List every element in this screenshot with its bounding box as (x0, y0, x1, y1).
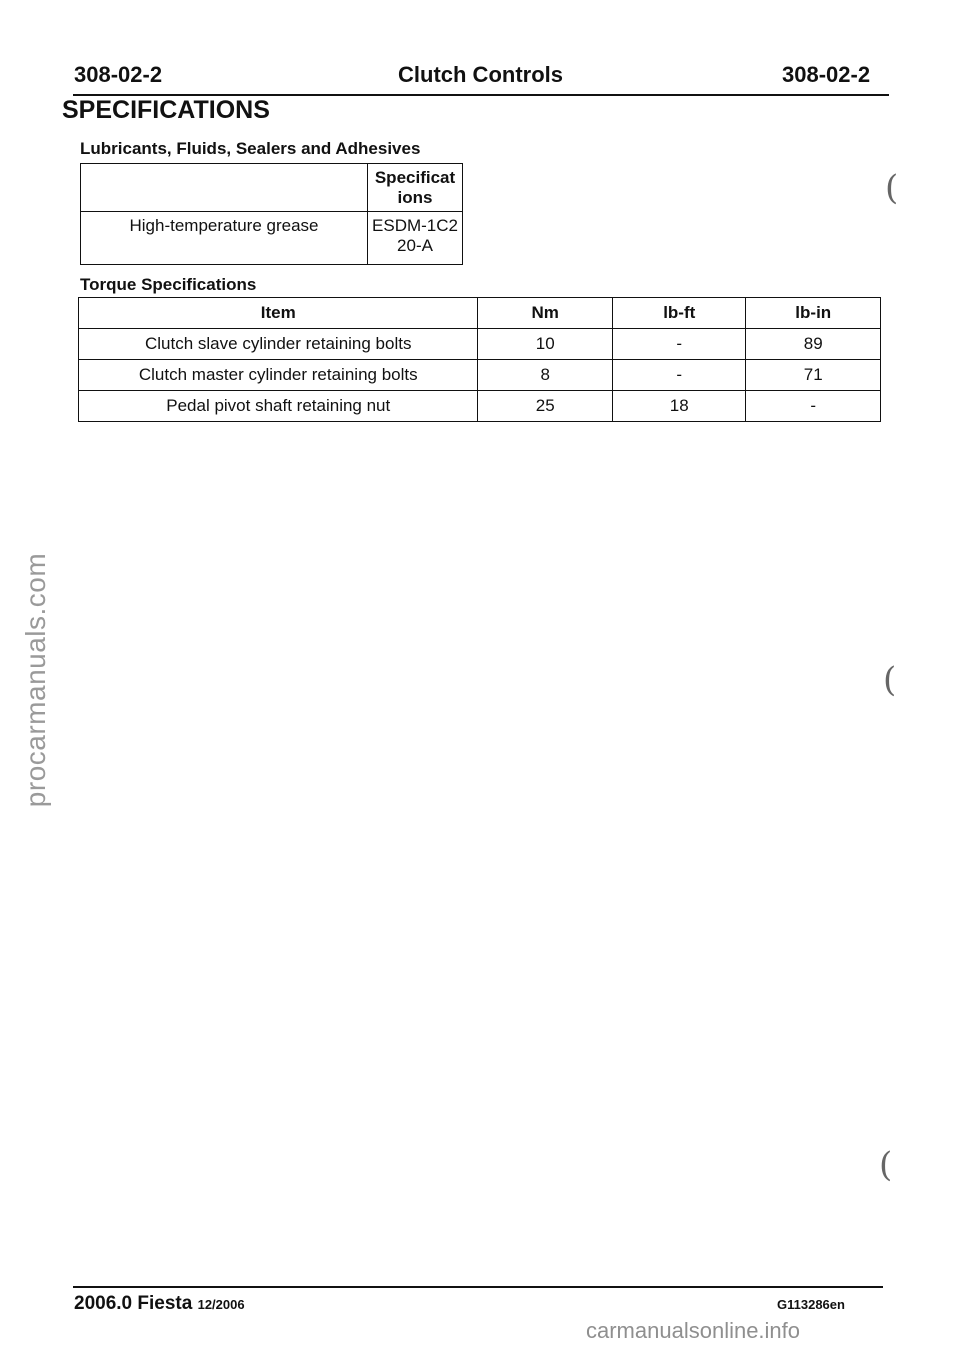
table-row (79, 391, 881, 422)
footer-rule (73, 1286, 883, 1288)
col-header-nm: Nm (478, 298, 613, 329)
cell-nm: 10 (478, 329, 613, 360)
cell-lbin: - (746, 391, 881, 422)
torque-heading: Torque Specifications (80, 275, 257, 294)
lubricants-heading: Lubricants, Fluids, Sealers and Adhesives (80, 139, 421, 158)
col-header-lbin: lb-in (746, 298, 881, 329)
footer-code: G113286en (777, 1297, 845, 1312)
cell-lbft: 18 (613, 391, 746, 422)
header-right-code: 308-02-2 (782, 62, 871, 87)
table-header-row (79, 298, 881, 329)
footer-model (74, 1293, 245, 1315)
header-left-code: 308-02-2 (74, 62, 163, 87)
cell-lbft: - (613, 329, 746, 360)
section-title: SPECIFICATIONS (62, 96, 270, 124)
table-row (79, 329, 881, 360)
footer-date: 12/2006 (197, 1297, 245, 1312)
cell-item: Clutch master cylinder retaining bolts (79, 360, 478, 391)
cell-lbin: 89 (746, 329, 881, 360)
cell-nm: 25 (478, 391, 613, 422)
lubricant-item: High-temperature grease (81, 212, 368, 265)
table-row (79, 360, 881, 391)
lubricants-header-empty (81, 164, 368, 212)
torque-table (78, 297, 881, 422)
table-row (81, 212, 463, 265)
cell-item: Clutch slave cylinder retaining bolts (79, 329, 478, 360)
footer-model-name: 2006.0 Fiesta (74, 1293, 193, 1314)
cell-lbft: - (613, 360, 746, 391)
cell-item: Pedal pivot shaft retaining nut (79, 391, 478, 422)
binder-hole-icon: ( (879, 1145, 893, 1185)
cell-lbin: 71 (746, 360, 881, 391)
col-header-item: Item (79, 298, 478, 329)
side-watermark: procarmanuals.com (20, 552, 51, 808)
cell-nm: 8 (478, 360, 613, 391)
binder-hole-icon: ( (883, 660, 897, 700)
bottom-watermark: carmanualsonline.info (586, 1318, 801, 1343)
binder-hole-icon: ( (885, 168, 899, 208)
col-header-lbft: lb-ft (613, 298, 746, 329)
header-title: Clutch Controls (398, 62, 563, 87)
lubricants-table (80, 163, 463, 265)
lubricants-col-header: Specificat ions (368, 164, 463, 212)
lubricant-spec: ESDM-1C2 20-A (368, 212, 463, 265)
